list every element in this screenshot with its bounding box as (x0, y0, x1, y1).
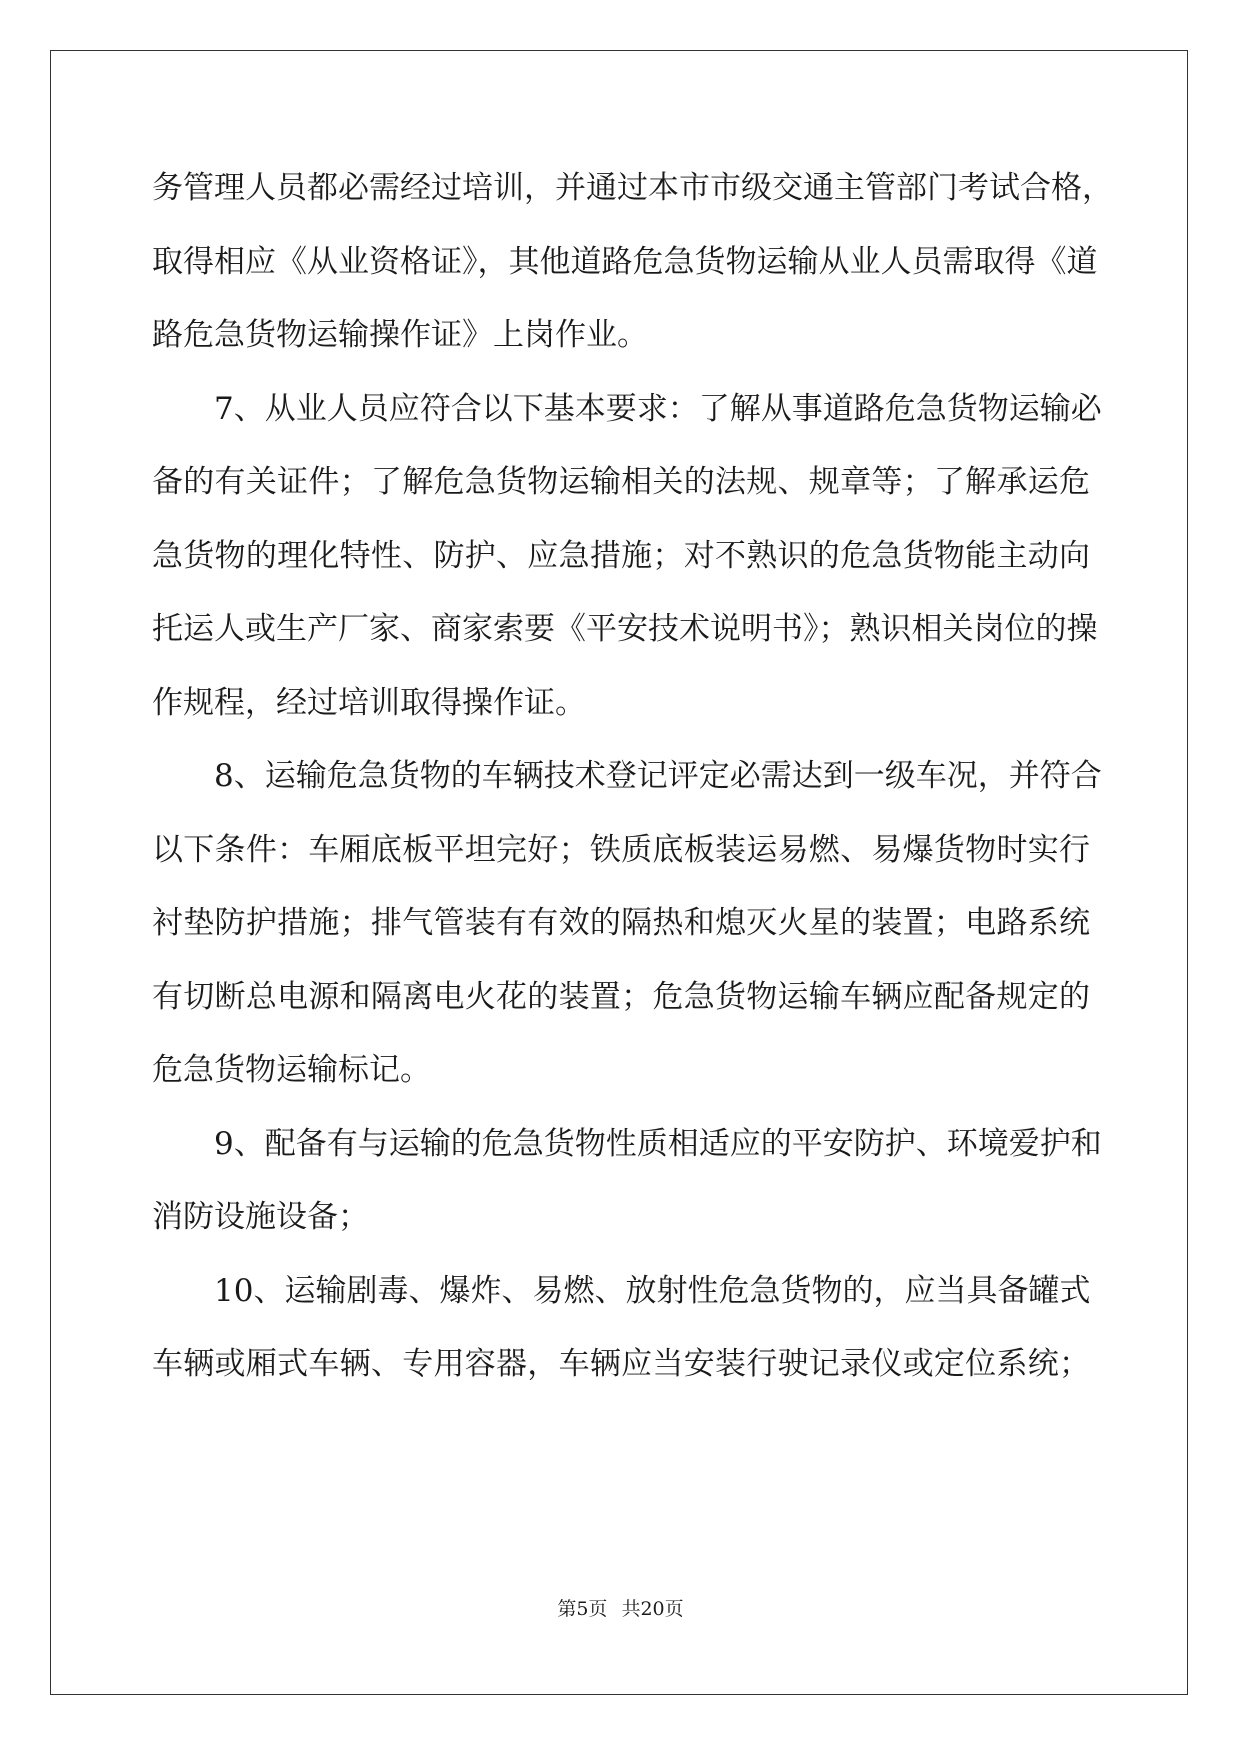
document-body (152, 152, 1113, 1402)
text-line: 托运人或生产厂家、商家索要《平安技术说明书》；熟识相关岗位的操 (152, 611, 1098, 647)
text-line: 务管理人员都必需经过培训，并通过本市市级交通主管部门考试合格， (152, 170, 1113, 206)
text-line: 车辆或厢式车辆、专用容器，车辆应当安装行驶记录仪或定位系统； (152, 1346, 1090, 1382)
text-line: 有切断总电源和隔离电火花的装置；危急货物运输车辆应配备规定的 (152, 978, 1090, 1015)
text-line: 取得相应《从业资格证》，其他道路危急货物运输从业人员需取得《道 (152, 243, 1098, 280)
text-line: 备的有关证件；了解危急货物运输相关的法规、规章等；了解承运危 (152, 464, 1090, 500)
text-line: 作规程，经过培训取得操作证。 (152, 684, 586, 721)
text-line: 衬垫防护措施；排气管装有有效的隔热和熄灭火星的装置；电路系统 (152, 905, 1090, 941)
page-total: 共20页 (621, 1598, 684, 1620)
text-line: 以下条件：车厢底板平坦完好；铁质底板装运易燃、易爆货物时实行 (152, 831, 1090, 868)
page-number: 第5页 (557, 1598, 608, 1620)
text-line: 消防设施设备； (152, 1199, 369, 1235)
text-line: 危急货物运输标记。 (152, 1052, 431, 1088)
text-line: 8、运输危急货物的车辆技术登记评定必需达到一级车况，并符合 (214, 758, 1102, 794)
text-line: 7、从业人员应符合以下基本要求：了解从事道路危急货物运输必 (214, 390, 1102, 427)
text-line: 急货物的理化特性、防护、应急措施；对不熟识的危急货物能主动向 (152, 537, 1090, 574)
text-line: 9、配备有与运输的危急货物性质相适应的平安防护、环境爱护和 (214, 1125, 1102, 1162)
text-line: 10、运输剧毒、爆炸、易燃、放射性危急货物的，应当具备罐式 (214, 1272, 1091, 1309)
page-footer (0, 1594, 1241, 1621)
text-line: 路危急货物运输操作证》上岗作业。 (152, 317, 648, 353)
